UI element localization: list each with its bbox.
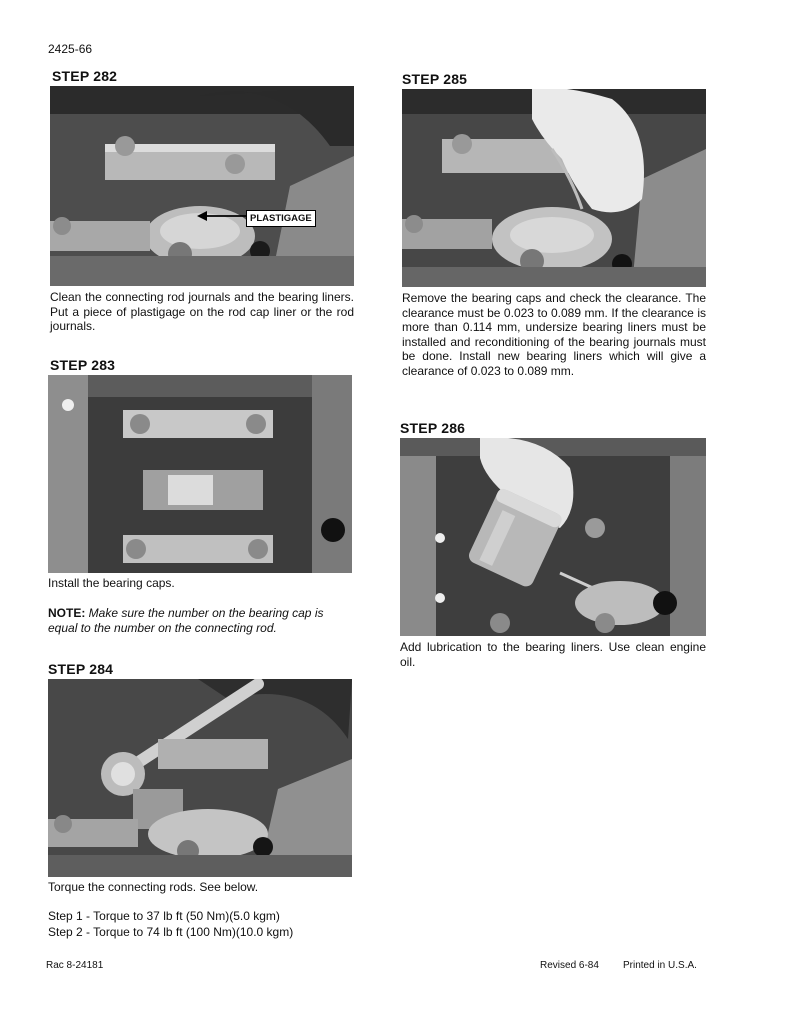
- page-number: 2425-66: [48, 42, 93, 56]
- torque-step-2: Step 2 - Torque to 74 lb ft (100 Nm)(10.0 kgm): [48, 925, 294, 939]
- step-283-heading: STEP 283: [50, 357, 116, 373]
- bearing-caps-installed-photo: [48, 375, 352, 573]
- step-285-caption: Remove the bearing caps and check the clearance. The clearance must be 0.023 to 0.089 mm. If the clearance is more than 0.114 mm, undersize bearing liners must be installed and reconditioning of the bearing journals must be done. Install new bearing liners which will give a clearance of 0.023 to 0.089 mm.: [402, 291, 706, 378]
- crankshaft-rod-cap-photo: [50, 86, 354, 286]
- step-284-heading: STEP 284: [48, 661, 114, 677]
- torque-wrench-photo: [48, 679, 352, 877]
- note-label: NOTE:: [48, 606, 86, 620]
- footer-document-code: Rac 8-24181: [46, 960, 104, 971]
- step-283-caption: Install the bearing caps.: [48, 576, 175, 590]
- step-285-heading: STEP 285: [402, 71, 468, 87]
- step-284-caption: Torque the connecting rods. See below.: [48, 880, 259, 894]
- step-282-caption: Clean the connecting rod journals and the bearing liners. Put a piece of plastigage on the rod cap liner or the rod journals.: [50, 290, 354, 334]
- step-286-caption: Add lubrication to the bearing liners. Use clean engine oil.: [400, 640, 706, 669]
- step-283-note: [48, 606, 354, 636]
- note-text: Make sure the number on the bearing cap is equal to the number on the connecting rod.: [48, 606, 324, 635]
- footer-printed-location: Printed in U.S.A.: [623, 960, 697, 971]
- oil-can-lubrication-photo: [400, 438, 706, 636]
- plastigage-callout: PLASTIGAGE: [246, 210, 316, 227]
- step-286-heading: STEP 286: [400, 420, 466, 436]
- step-282-heading: STEP 282: [52, 68, 118, 84]
- footer-revised-date: Revised 6-84: [540, 960, 599, 971]
- checking-clearance-photo: [402, 89, 706, 287]
- torque-step-1: Step 1 - Torque to 37 lb ft (50 Nm)(5.0 kgm): [48, 909, 280, 923]
